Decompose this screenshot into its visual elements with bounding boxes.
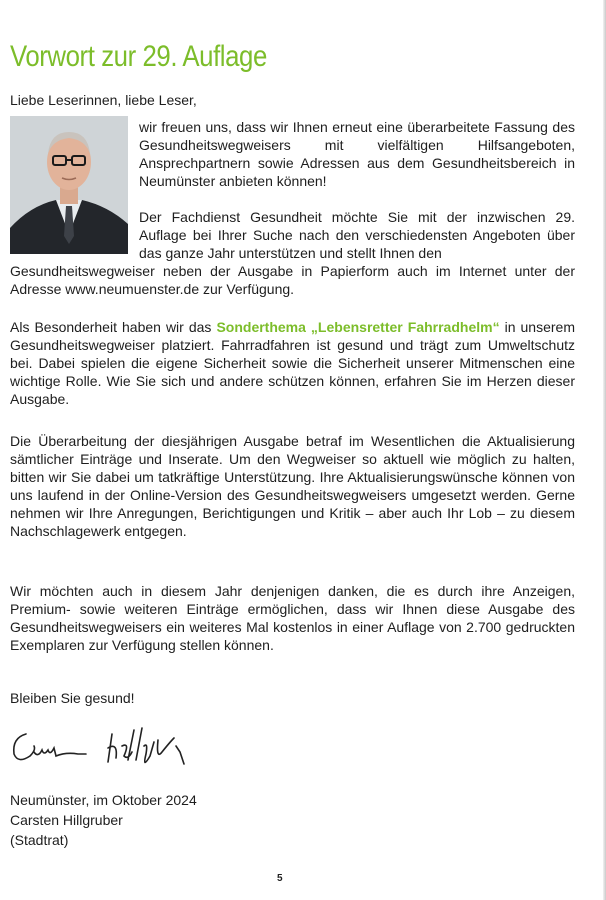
- page-number: 5: [277, 873, 283, 884]
- portrait-photo: [10, 116, 128, 254]
- page-title: Vorwort zur 29. Auflage: [10, 40, 267, 73]
- paragraph-5: Wir möchten auch in diesem Jahr denjenigen danken, die es durch ihre Anzeigen, Premium- sowie weiteren Einträge ermöglichen, dass wir Ihnen diese Ausgabe des Gesundheitswegweisers ein weiteres Mal kostenlos in einer Auflage von 2.700 gedruckten Exemplaren zur Verfügung stellen können.: [10, 583, 575, 653]
- greeting: Liebe Leserinnen, liebe Leser,: [10, 92, 197, 108]
- paragraph-4: Die Überarbeitung der diesjährigen Ausgabe betraf im Wesentlichen die Aktualisierung sämtlicher Einträge und Inserate. Um den Wegweiser so aktuell wie möglich zu halten, bitten wir Sie dabei um tatkräftige Unterstützung. Ihre Aktualisierungswünsche können von uns laufend in der Online-Version des Gesundheitswegweisers umgesetzt werden. Gerne nehmen wir Ihre Anregungen, Berichtigungen und Kritik – aber auch Ihr Lob – zu diesem Nachschlagewerk entgegen.: [10, 433, 575, 539]
- paragraph-3: [10, 318, 575, 408]
- signoff-block: [10, 790, 197, 850]
- handwritten-signature: [8, 712, 198, 779]
- closing-line: Bleiben Sie gesund!: [10, 690, 135, 706]
- paragraph-2-part-2: Gesundheitswegweiser neben der Ausgabe in Papierform auch im Internet unter der Adresse www.neumuenster.de zur Verfügung.: [10, 263, 575, 297]
- paragraph-2-part-1: Der Fachdienst Gesundheit möchte Sie mit der inzwischen 29. Auflage bei Ihrer Suche nach den verschiedensten Angeboten über das ganze Jahr unterstützen und stellt Ihnen den: [139, 209, 575, 261]
- paragraph-3-intro: Als Besonderheit haben wir das: [10, 319, 217, 335]
- paragraph-1: wir freuen uns, dass wir Ihnen erneut eine überarbeitete Fassung des Gesundheitswegweisers mit vielfältigen Hilfsangeboten, Ansprechpartnern sowie Adressen aus dem Gesundheitsbereich in Neumünster anbieten können!: [139, 119, 575, 189]
- author-role: (Stadtrat): [10, 832, 69, 848]
- paragraph-3-rest: in unserem Gesundheitswegweiser platziert. Fahrradfahren ist gesund und trägt zum Umweltschutz bei. Dabei spielen die eigene Sicherheit sowie die Sicherheit unserer Mitmenschen eine wichtige Rolle. Wie Sie sich und andere schützen können, erfahren Sie im Herzen dieser Ausgabe.: [10, 319, 575, 407]
- special-topic-highlight: Sonderthema „Lebensretter Fahrradhelm“: [216, 319, 500, 335]
- author-name: Carsten Hillgruber: [10, 812, 123, 828]
- place-date: Neumünster, im Oktober 2024: [10, 792, 197, 808]
